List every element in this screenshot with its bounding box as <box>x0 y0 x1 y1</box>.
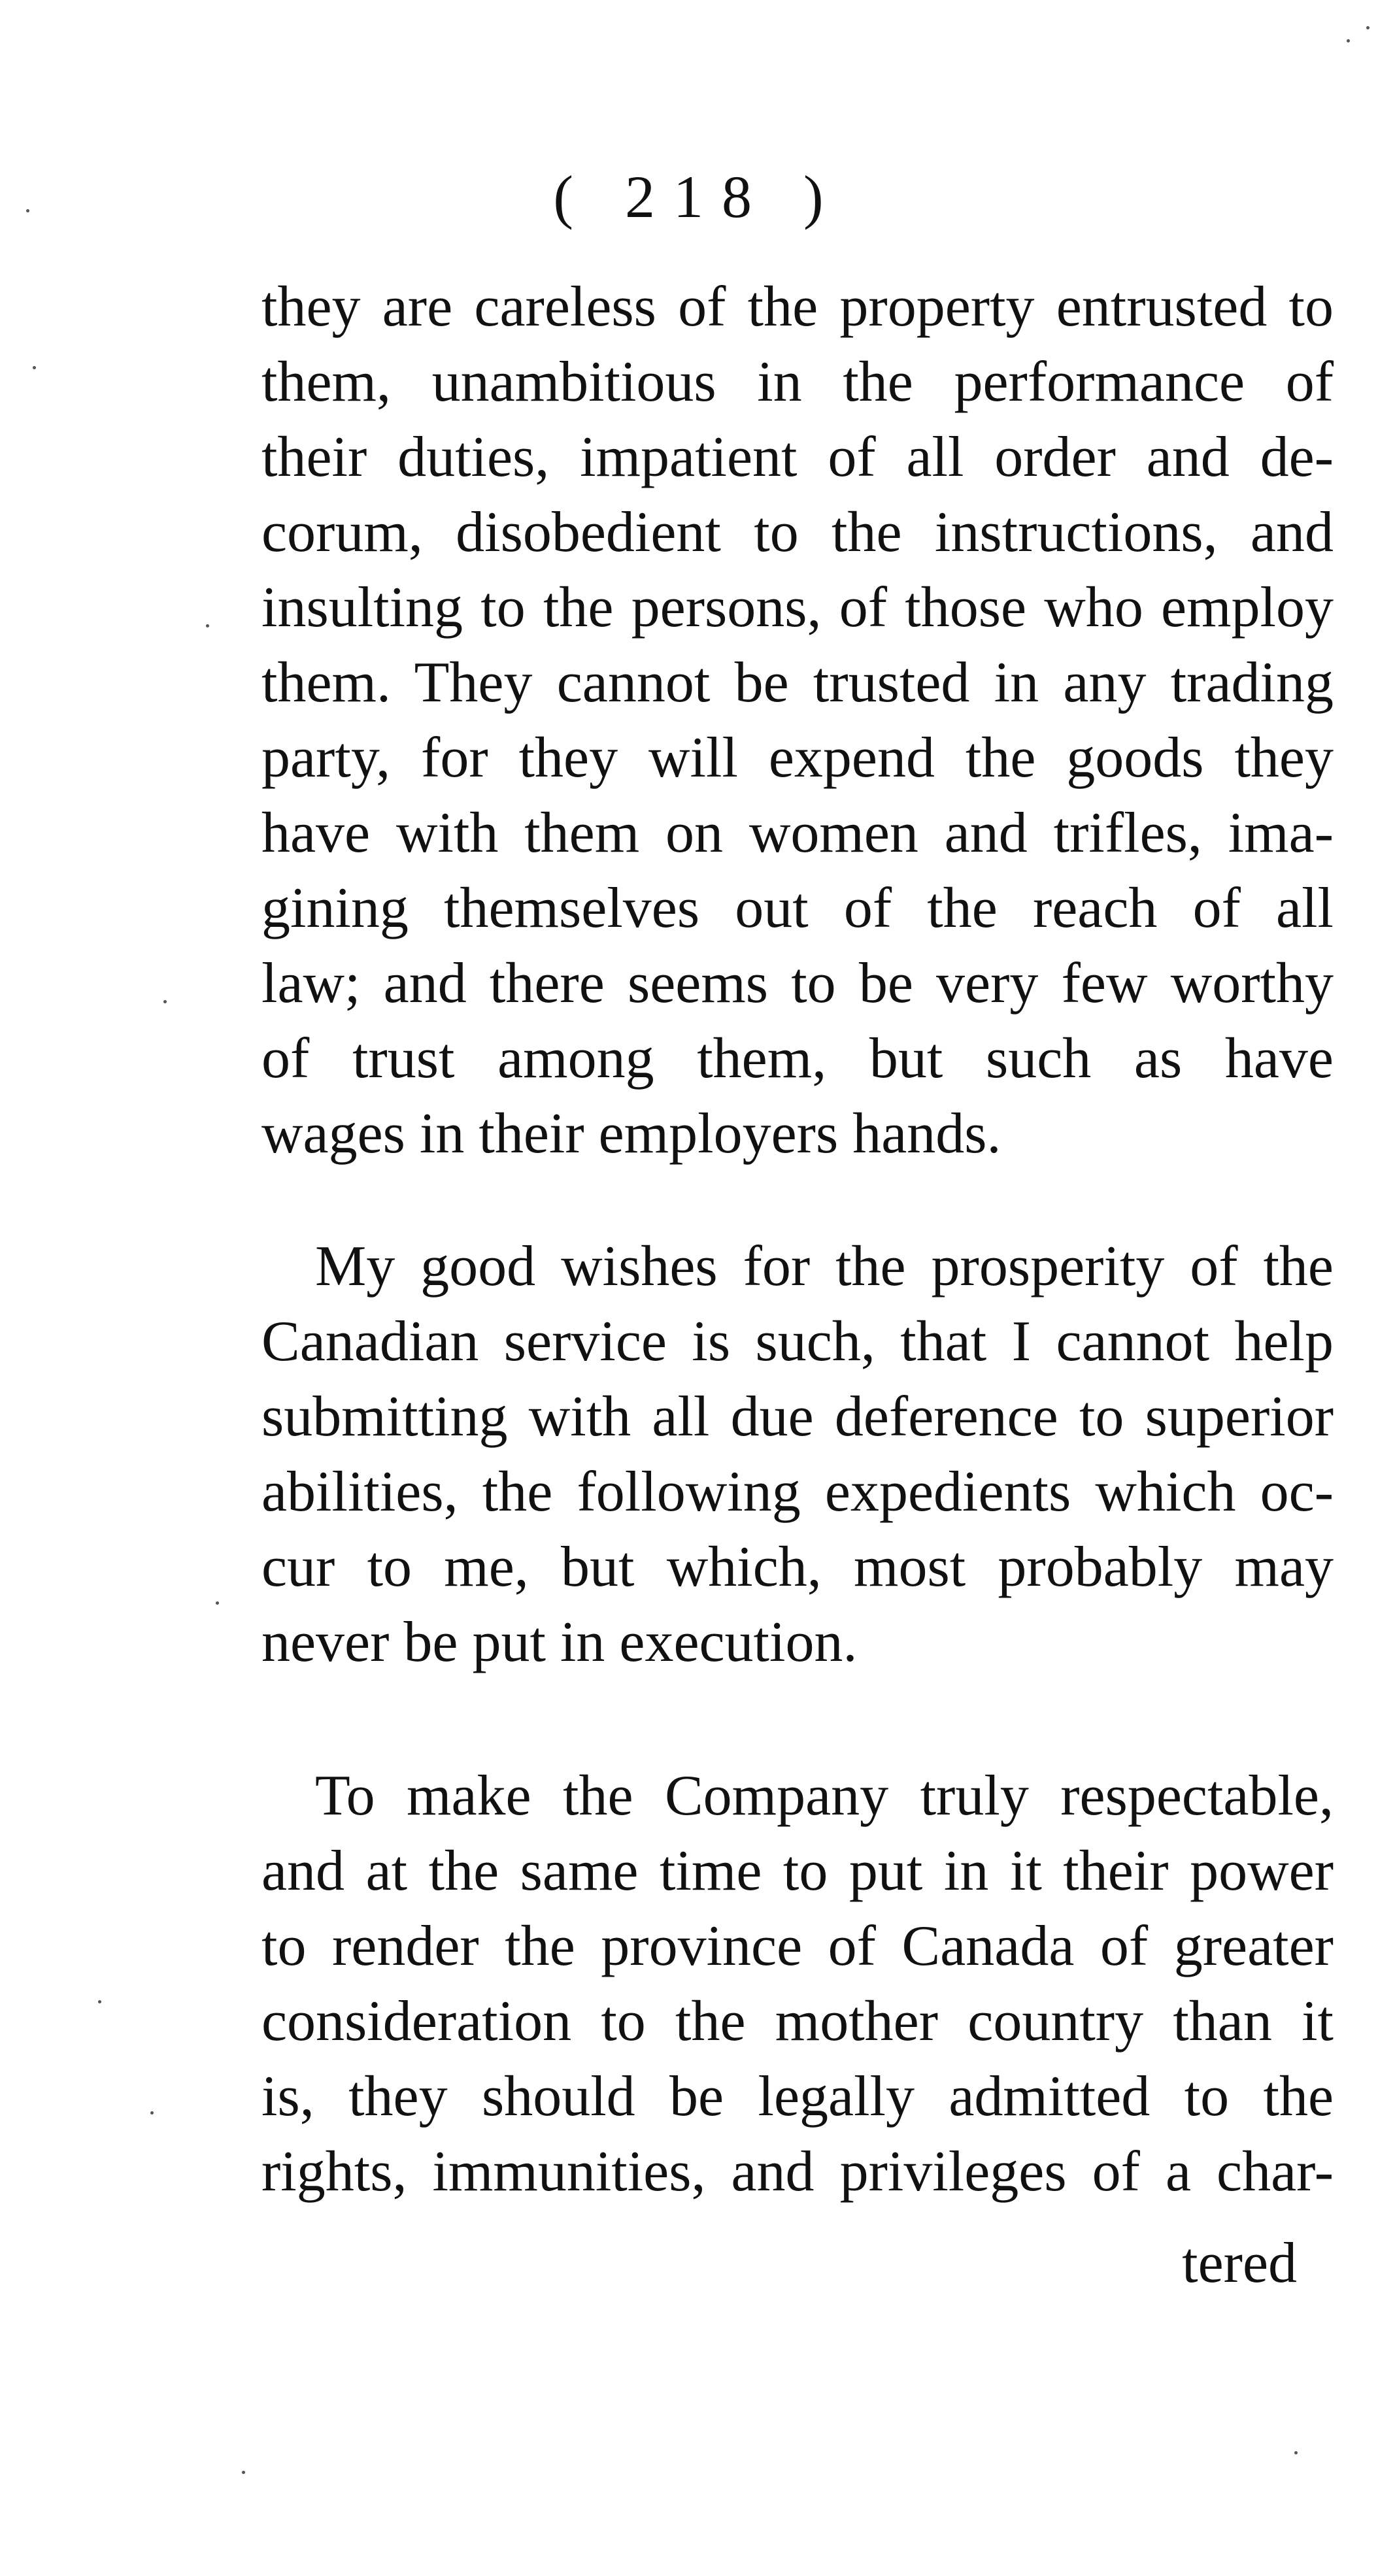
scan-speck <box>98 2000 101 2003</box>
text-line: them. They cannot be trusted in any trading <box>261 651 1334 714</box>
text-line: rights, immunities, and privileges of a char- <box>261 2140 1334 2203</box>
text-line: of trust among them, but such as have <box>261 1027 1334 1090</box>
scan-speck <box>26 209 29 212</box>
text-line: gining themselves out of the reach of all <box>261 877 1334 940</box>
text-line: wages in their employers hands. <box>261 1102 1001 1165</box>
scan-speck <box>206 624 209 627</box>
scan-speck <box>1366 26 1370 29</box>
text-line: To make the Company truly respectable, <box>315 1764 1334 1828</box>
text-line: them, unambitious in the performance of <box>261 350 1334 414</box>
paragraph-2 <box>261 1229 1334 1680</box>
text-line: is, they should be legally admitted to the <box>261 2065 1334 2128</box>
scan-speck <box>150 2111 154 2115</box>
text-line: party, for they will expend the goods they <box>261 726 1334 790</box>
text-line: they are careless of the property entrusted to <box>261 275 1334 339</box>
text-line: submitting with all due deference to superior <box>261 1385 1334 1448</box>
text-line: their duties, impatient of all order and de- <box>261 426 1334 489</box>
text-line: insulting to the persons, of those who employ <box>261 576 1334 639</box>
page-number: ( 218 ) <box>553 163 842 230</box>
paragraph-3 <box>261 1758 1334 2209</box>
text-line: have with them on women and trifles, ima- <box>261 801 1334 865</box>
catchword: tered <box>1182 2232 1297 2295</box>
text-line: abilities, the following expedients which oc- <box>261 1460 1334 1524</box>
scan-speck <box>1347 39 1350 42</box>
paragraph-1 <box>261 269 1334 1171</box>
text-line: cur to me, but which, most probably may <box>261 1535 1334 1599</box>
text-line: never be put in execution. <box>261 1611 858 1674</box>
text-line: law; and there seems to be very few worthy <box>261 952 1334 1015</box>
scan-speck <box>163 1000 167 1003</box>
scan-speck <box>216 1601 219 1605</box>
text-line: and at the same time to put in it their power <box>261 1839 1334 1903</box>
scan-speck <box>242 2471 245 2474</box>
scan-speck <box>1294 2451 1298 2454</box>
text-line: consideration to the mother country than it <box>261 1990 1334 2053</box>
text-line: Canadian service is such, that I cannot help <box>261 1310 1334 1373</box>
text-line: to render the province of Canada of greater <box>261 1915 1334 1978</box>
text-line: My good wishes for the prosperity of the <box>315 1235 1334 1298</box>
scan-speck <box>33 366 36 369</box>
text-line: corum, disobedient to the instructions, and <box>261 501 1334 564</box>
